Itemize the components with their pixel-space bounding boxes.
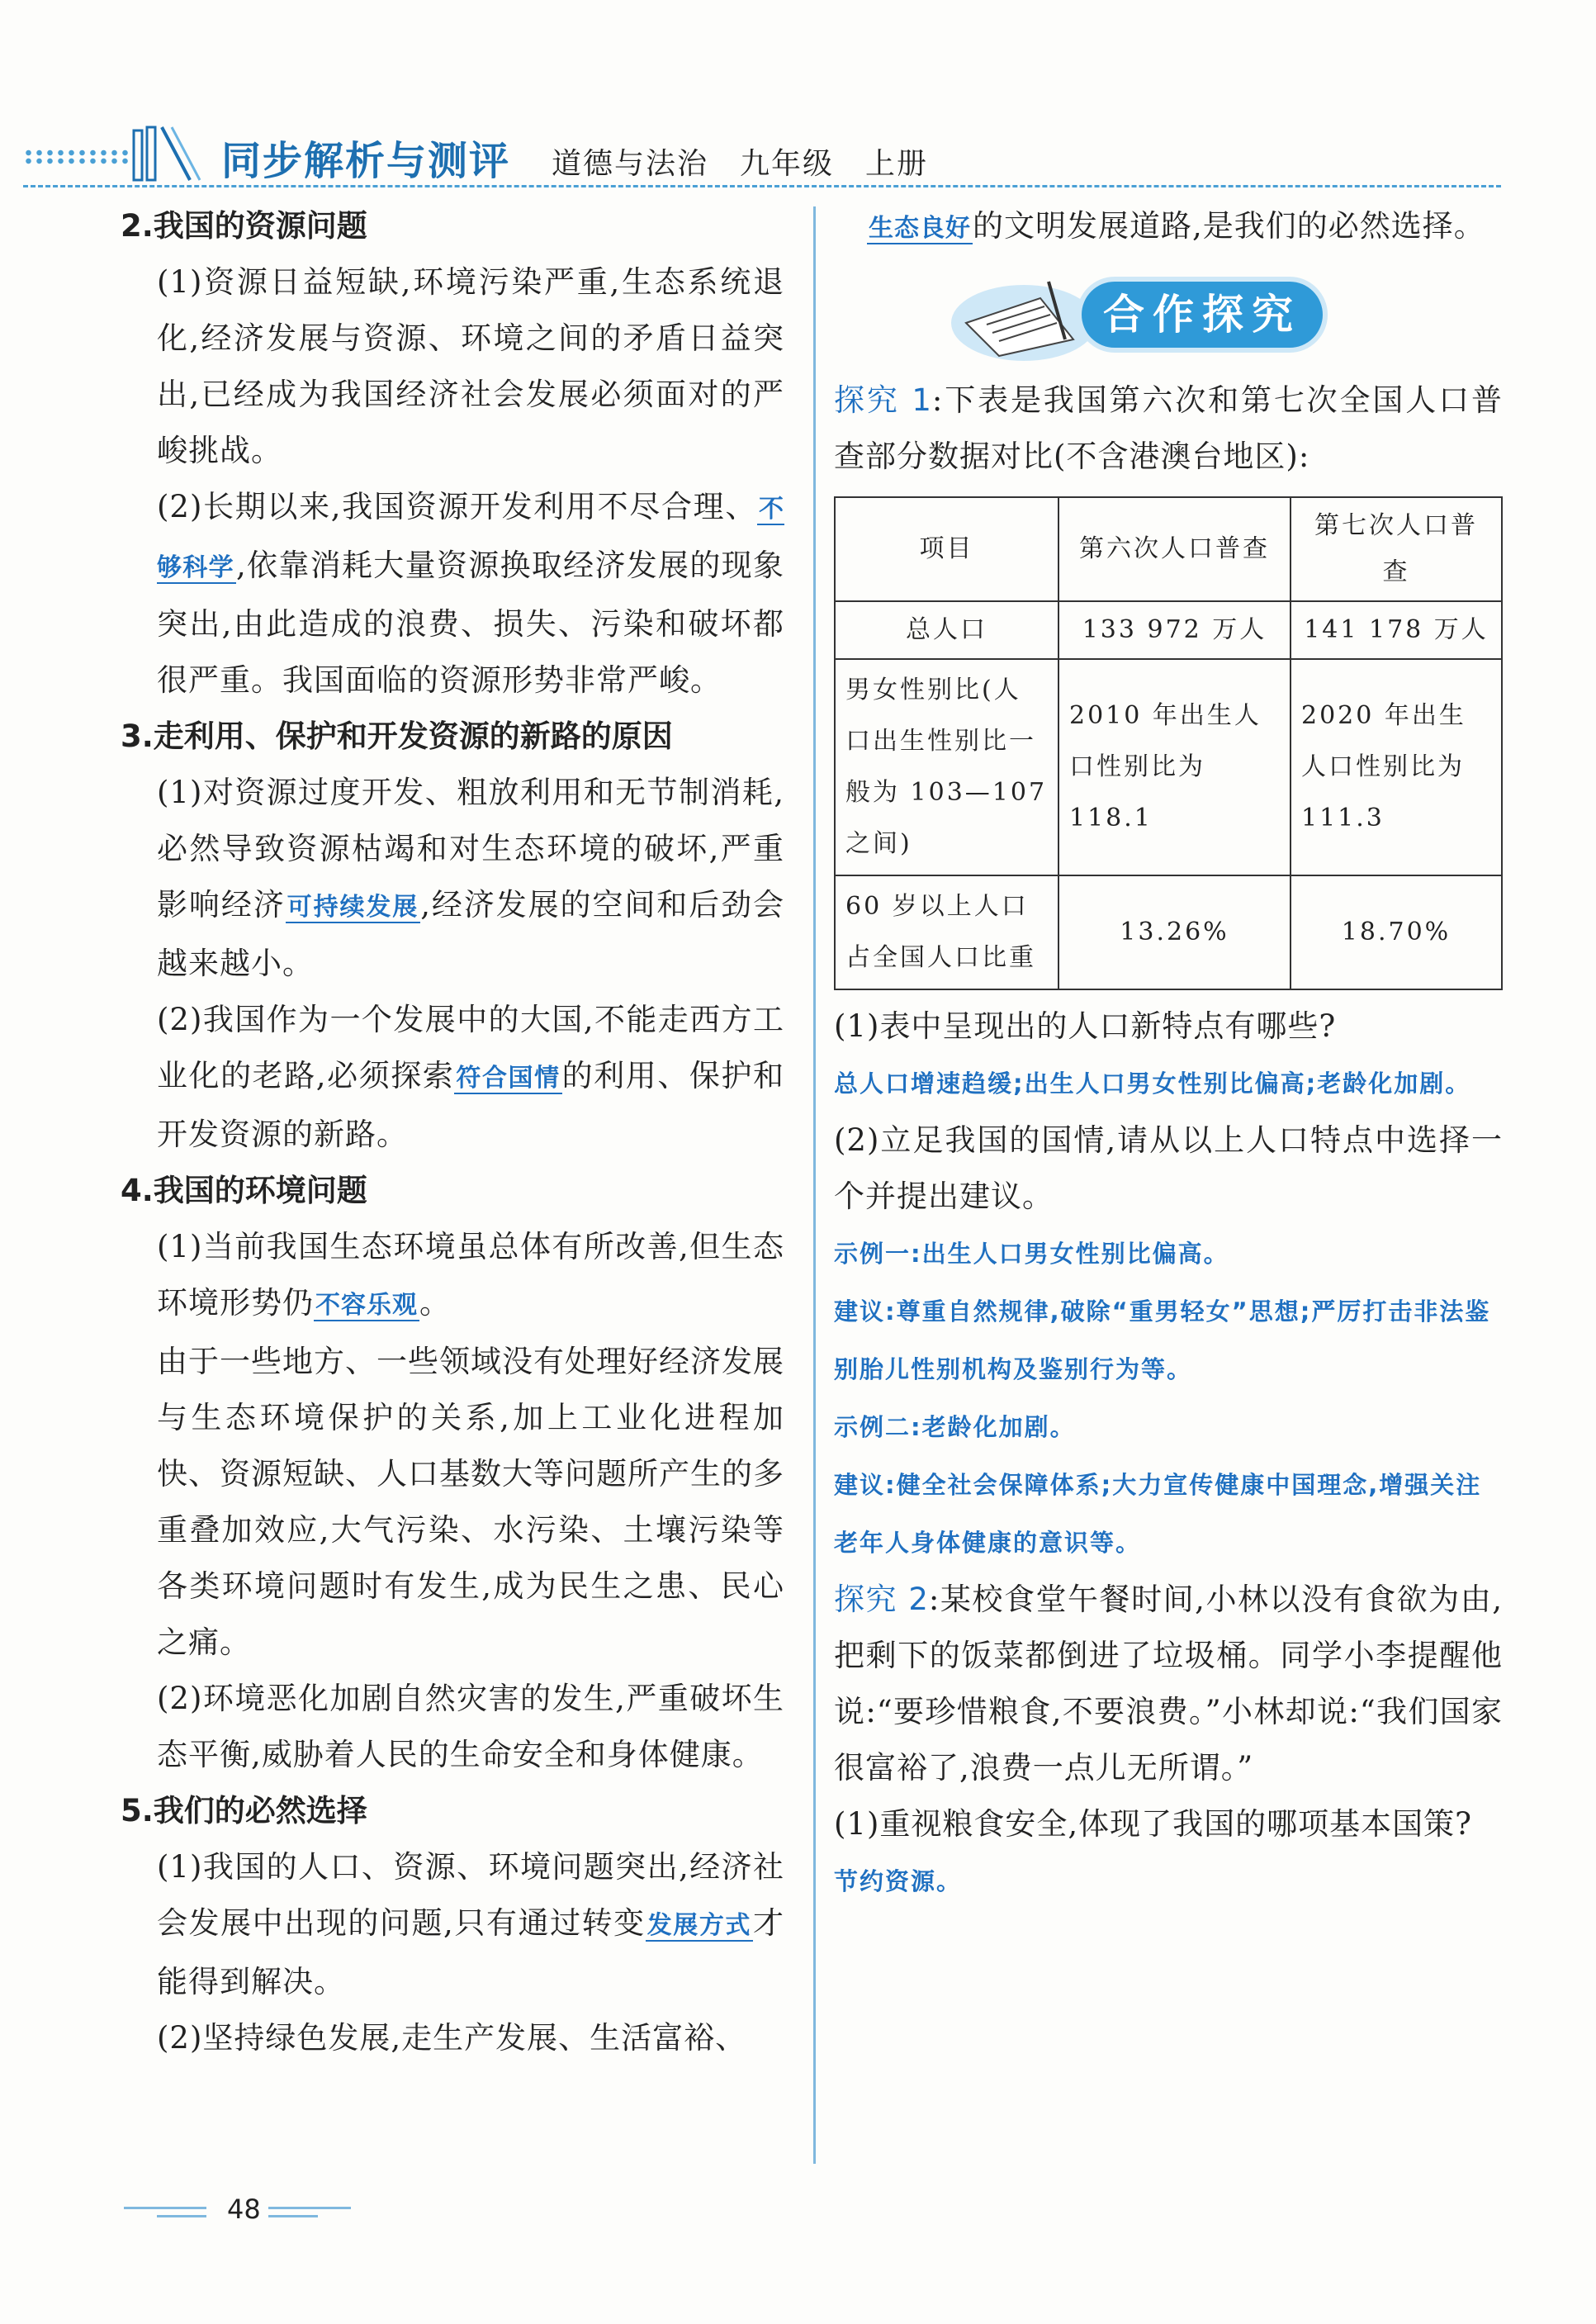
section-2-para-2: [124, 479, 784, 709]
section-4-para-2: (2)环境恶化加剧自然灾害的发生,严重破坏生态平衡,威胁着人民的生命安全和身体健康。: [157, 1681, 784, 1772]
explore-1-prompt: [834, 372, 1503, 485]
left-column: [121, 198, 785, 2066]
suggestion-1: 建议:尊重自然规律,破除“重男轻女”思想;严厉打击非法鉴别胎儿性别机构及鉴别行为等。: [834, 1297, 1491, 1383]
section-3-title: 3.走利用、保护和开发资源的新路的原因: [121, 719, 673, 754]
continued-para: [834, 198, 1503, 257]
explore-2-answer-1: 节约资源。: [834, 1867, 963, 1895]
explore-2-prompt: [834, 1572, 1503, 1796]
table-cell: 141 178 万人: [1291, 601, 1502, 659]
example-2: 示例二:老龄化加剧。: [834, 1413, 1076, 1441]
table-row: [835, 875, 1502, 989]
answer-fill: 不容乐观: [315, 1291, 418, 1320]
banner-title: 合作探究: [1082, 282, 1323, 348]
text-segment: ,经济发展的空间和后劲会越来越小。: [157, 887, 785, 981]
text-segment: 的文明发展道路,是我们的必然选择。: [973, 208, 1485, 244]
section-3-para-2: [124, 992, 784, 1163]
table-cell: 13.26%: [1058, 875, 1291, 989]
section-2-para-1: (1)资源日益短缺,环境污染严重,生态系统退化,经济发展与资源、环境之间的矛盾日益突出,已经成为我国经济社会发展必须面对的严峻挑战。: [157, 264, 784, 468]
dots-decoration: [23, 149, 130, 165]
section-banner: [834, 265, 1503, 372]
population-table: [834, 496, 1503, 990]
section-5-title: 5.我们的必然选择: [121, 1793, 367, 1828]
section-4-para-1b: 由于一些地方、一些领域没有处理好经济发展与生态环境保护的关系,加上工业化进程加快、资源短缺、人口基数大等问题所产生的多重叠加效应,大气污染、水污染、土壤污染等各类环境问题时有发生,成为民生之患、民心之痛。: [157, 1344, 784, 1660]
explore-1-sub-1: (1)表中呈现出的人口新特点有哪些?: [834, 1008, 1337, 1044]
answer-fill: 可持续发展: [287, 893, 419, 922]
column-divider: [813, 206, 816, 2164]
table-row: [835, 601, 1502, 659]
text-segment: (1)我国的人口、资源、环境问题突出,经济社会发展中出现的问题,只有通过转变: [157, 1849, 784, 1941]
table-cell: 男女性别比(人口出生性别比一般为 103—107 之间): [835, 659, 1058, 875]
answer-fill: 生态良好: [869, 214, 971, 243]
text-segment: :下表是我国第六次和第七次全国人口普查部分数据对比(不含港澳台地区):: [834, 382, 1503, 474]
explore-1-label: 探究 1: [834, 382, 932, 418]
text-segment: (2)长期以来,我国资源开发利用不尽合理、: [157, 489, 757, 524]
right-column: [834, 198, 1503, 1910]
series-title: 同步解析与测评: [221, 138, 511, 184]
table-cell: 总人口: [835, 601, 1058, 659]
explore-2-sub-1: (1)重视粮食安全,体现了我国的哪项基本国策?: [834, 1806, 1473, 1842]
text-segment: (1)当前我国生态环境虽总体有所改善,但生态环境形势仍: [157, 1229, 784, 1321]
text-segment: :某校食堂午餐时间,小林以没有食欲为由,把剩下的饭菜都倒进了垃圾桶。同学小李提醒他说:“要珍惜粮食,不要浪费。”小林却说:“我们国家很富裕了,浪费一点儿无所谓。”: [834, 1582, 1503, 1786]
text-segment: 的利用、保护和开发资源的新路。: [157, 1058, 785, 1152]
table-header-row: [835, 497, 1502, 601]
section-4-title: 4.我国的环境问题: [121, 1173, 367, 1208]
text-segment: (2)我国作为一个发展中的大国,不能走西方工业化的老路,必须探索: [157, 1002, 784, 1093]
table-cell: 2020 年出生人口性别比为 111.3: [1291, 659, 1502, 875]
page-header: [23, 124, 1501, 190]
text-segment: 。: [419, 1285, 451, 1321]
suggestion-2: 建议:健全社会保障体系;大力宣传健康中国理念,增强关注老年人身体健康的意识等。: [834, 1471, 1482, 1557]
answer-fill: 符合国情: [456, 1064, 561, 1093]
explore-2-label: 探究 2: [834, 1582, 929, 1617]
explore-1-sub-2: (2)立足我国的国情,请从以上人口特点中选择一个并提出建议。: [834, 1122, 1503, 1214]
table-header-cell: 项目: [835, 497, 1058, 601]
book-logo-icon: [130, 124, 213, 185]
explore-1-answer-1: 总人口增速趋缓;出生人口男女性别比偏高;老龄化加剧。: [834, 1070, 1471, 1098]
answer-fill: 不够科学: [157, 495, 784, 582]
table-row: [835, 659, 1502, 875]
section-3-para-1: [124, 765, 784, 992]
text-segment: ,依靠消耗大量资源换取经济发展的现象突出,由此造成的浪费、损失、污染和破坏都很严重。我国面临的资源形势非常严峻。: [157, 548, 784, 698]
notebook-pen-icon: [950, 273, 1098, 364]
subject-label: 道德与法治 九年级 上册: [552, 147, 929, 181]
text-segment: 才能得到解决。: [157, 1905, 784, 1999]
text-segment: (1)对资源过度开发、粗放利用和无节制消耗,必然导致资源枯竭和对生态环境的破坏,严重影响经济: [157, 775, 784, 922]
section-2-title: 2.我国的资源问题: [121, 208, 367, 244]
section-4-para-1: [124, 1219, 784, 1334]
table-header-cell: 第六次人口普查: [1058, 497, 1291, 601]
table-cell: 133 972 万人: [1058, 601, 1291, 659]
section-5-para-2: (2)坚持绿色发展,走生产发展、生活富裕、: [157, 2020, 747, 2056]
table-cell: 18.70%: [1291, 875, 1502, 989]
answer-fill: 发展方式: [646, 1911, 751, 1940]
header-divider: [23, 185, 1501, 187]
table-header-cell: 第七次人口普查: [1291, 497, 1502, 601]
table-cell: 2010 年出生人口性别比为 118.1: [1058, 659, 1291, 875]
table-cell: 60 岁以上人口占全国人口比重: [835, 875, 1058, 989]
page-number: 48: [227, 2194, 261, 2225]
example-1: 示例一:出生人口男女性别比偏高。: [834, 1240, 1229, 1268]
section-5-para-1: [124, 1839, 784, 2010]
